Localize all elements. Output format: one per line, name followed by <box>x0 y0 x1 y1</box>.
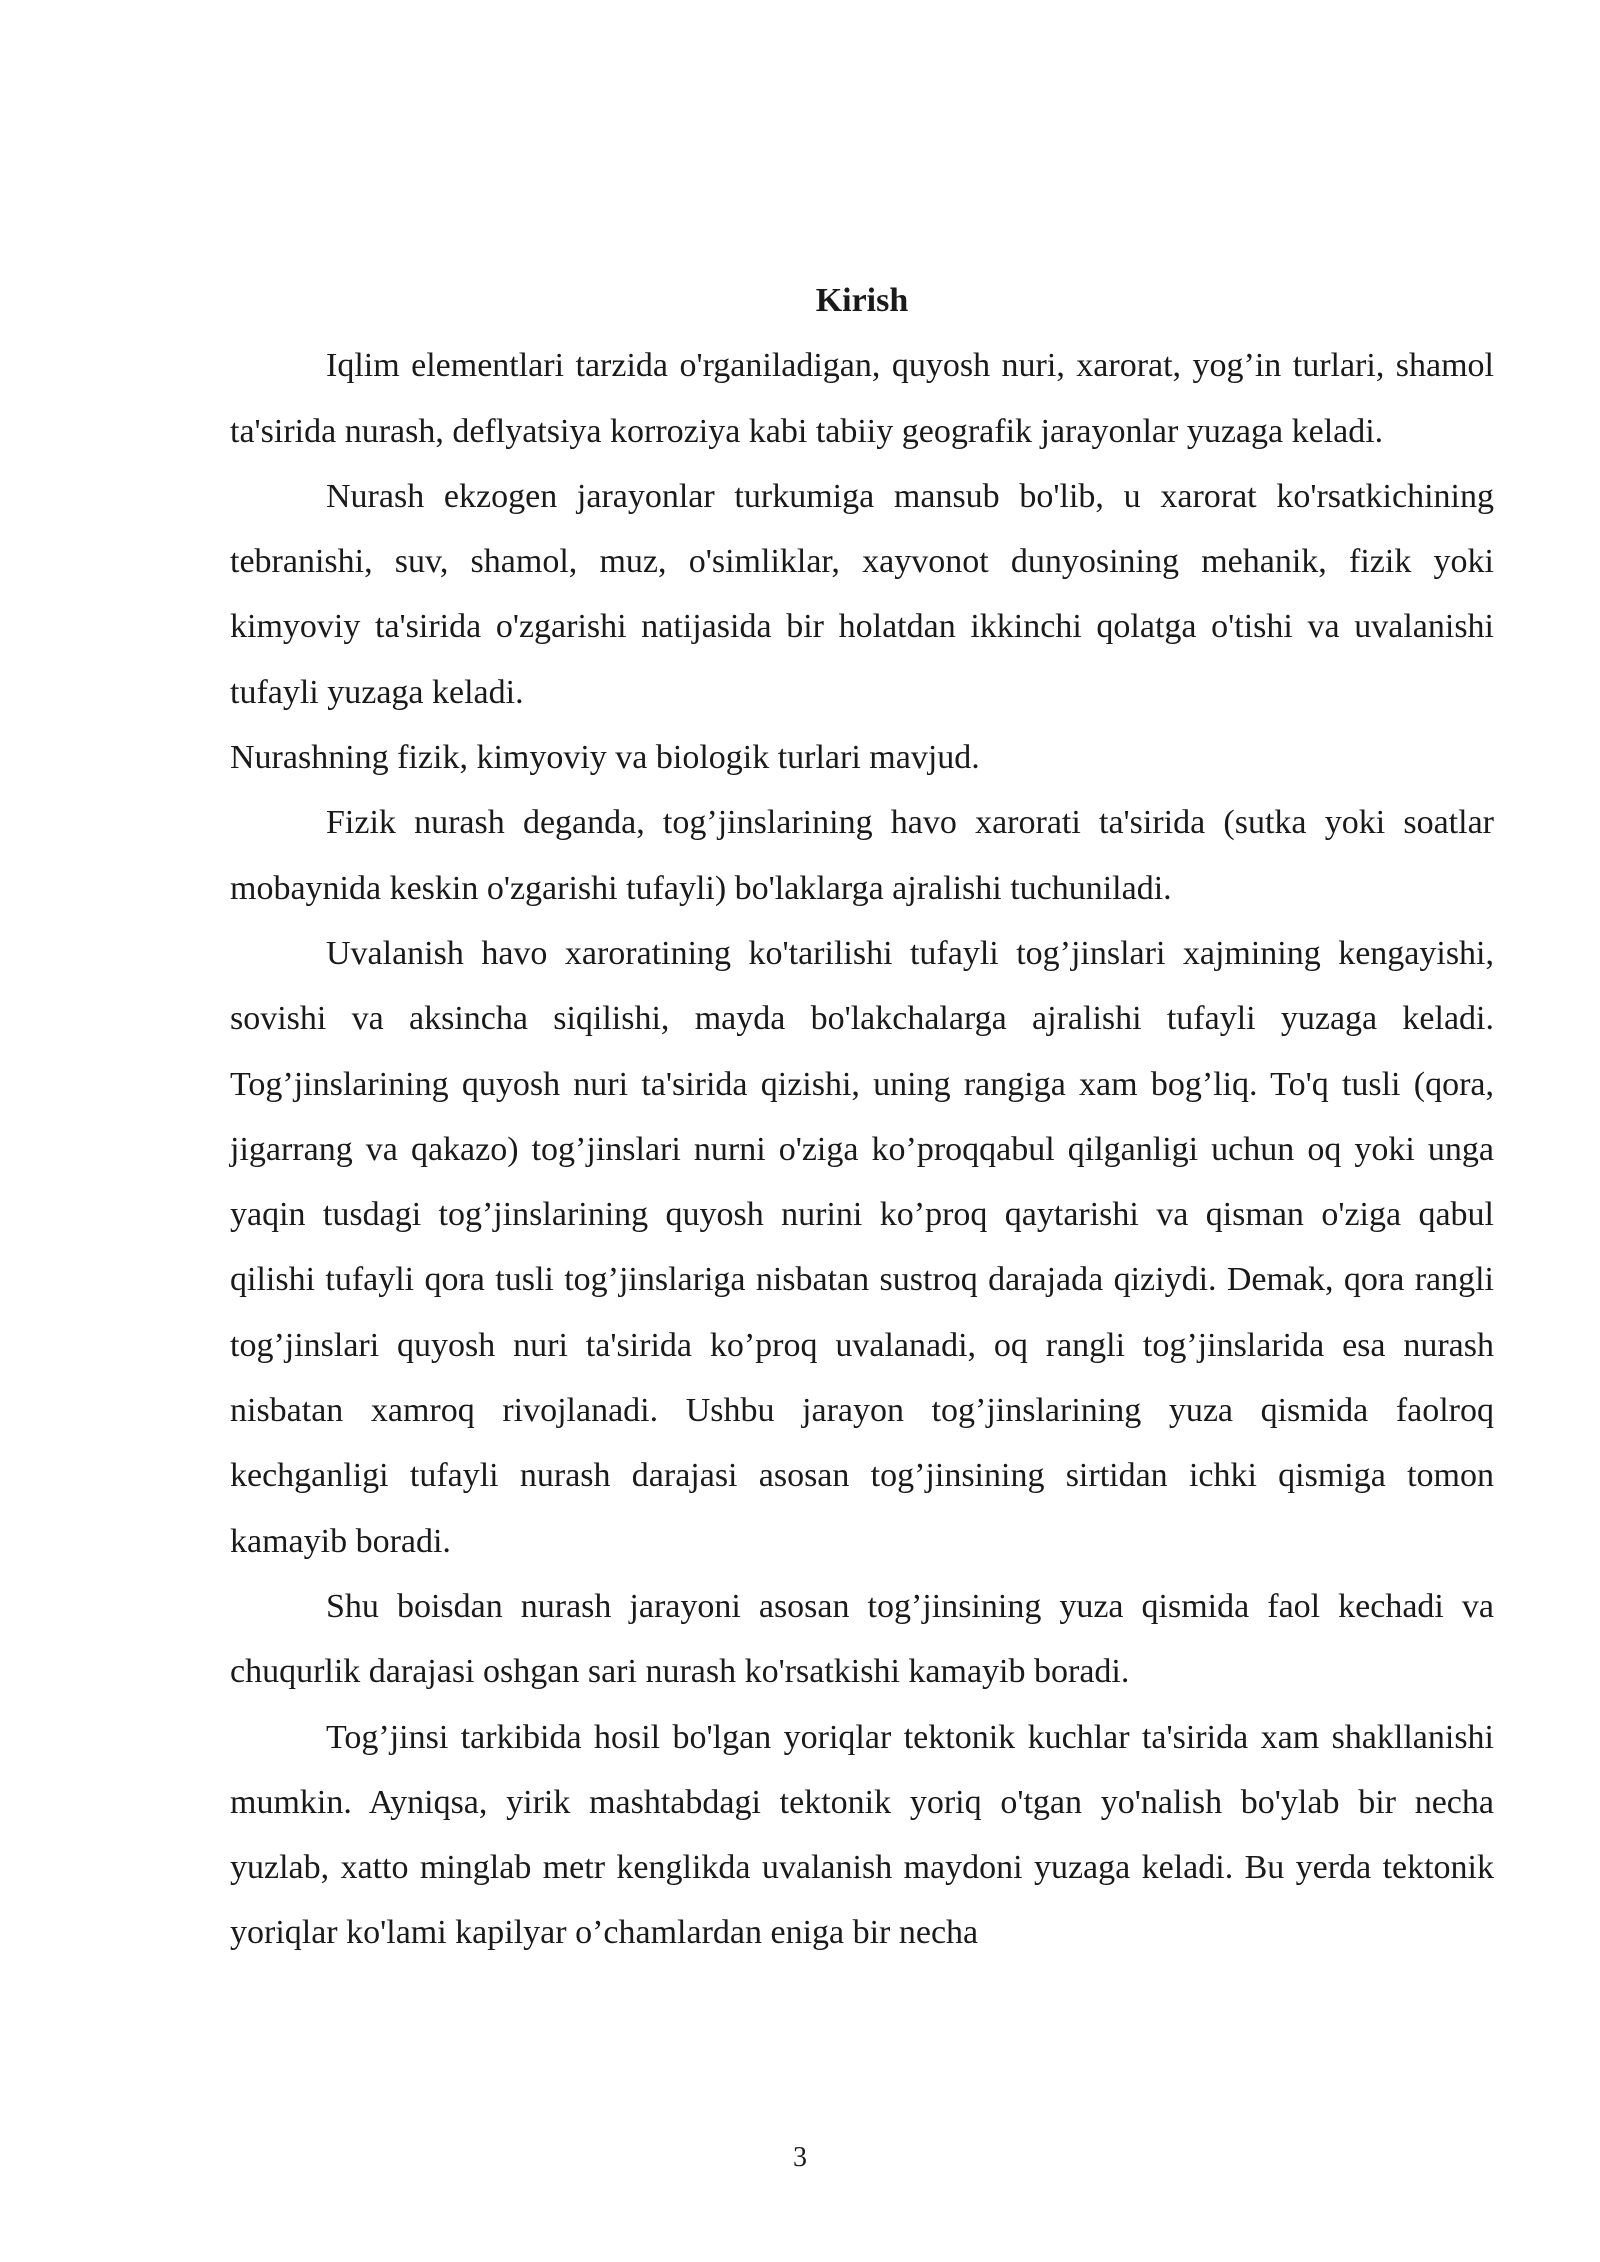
paragraph-4: Fizik nurash deganda, tog’jinslarining havo xarorati ta'sirida (sutka yoki soatlar mobaynida keskin o'zgarishi tufayli) bo'laklarga ajralishi tuchuniladi. <box>230 804 1494 907</box>
paragraph-2: Nurash ekzogen jarayonlar turkumiga mansub bo'lib, u xarorat ko'rsatkichining tebranishi, suv, shamol, muz, o'simliklar, xayvonot dunyosining mehanik, fizik yoki kimyoviy ta'sirida o'zgarishi natijasida bir holatdan ikkinchi qolatga o'tishi va uvalanishi tufayli yuzaga keladi. <box>230 477 1494 711</box>
document-title: Kirish <box>815 282 909 319</box>
paragraph-3: Nurashning fizik, kimyoviy va biologik turlari mavjud. <box>230 739 980 777</box>
paragraph-5: Uvalanish havo xaroratining ko'tarilishi tufayli tog’jinslari xajmining kengayishi, sovishi va aksincha siqilishi, mayda bo'lakchalarga ajralishi tufayli yuzaga keladi. Tog’jinslarining quyosh nuri ta'sirida qizishi, uning rangiga xam bog’liq. To'q tusli (qora, jigarrang va qakazo) tog’jinslari nurni o'ziga ko’proqqabul qilganligi uchun oq yoki unga yaqin tusdagi tog’jinslarining quyosh nurini ko’proq qaytarishi va qisman o'ziga qabul qilishi tufayli qora tusli tog’jinslariga nisbatan sustroq darajada qiziydi. Demak, qora rangli tog’jinslari quyosh nuri ta'sirida ko’proq uvalanadi, oq rangli tog’jinslarida esa nurash nisbatan xamroq rivojlanadi. Ushbu jarayon tog’jinslarining yuza qismida faolroq kechganligi tufayli nurash darajasi asosan tog’jinsining sirtidan ichki qismiga tomon kamayib boradi. <box>230 934 1494 1560</box>
paragraph-7: Tog’jinsi tarkibida hosil bo'lgan yoriqlar tektonik kuchlar ta'sirida xam shakllanishi mumkin. Ayniqsa, yirik mashtabdagi tektonik yoriq o'tgan yo'nalish bo'ylab bir necha yuzlab, xatto minglab metr kenglikda uvalanish maydoni yuzaga keladi. Bu yerda tektonik yoriqlar ko'lami kapilyar o’chamlardan eniga bir necha <box>230 1718 1494 1952</box>
paragraph-1: Iqlim elementlari tarzida o'rganiladigan, quyosh nuri, xarorat, yog’in turlari, shamol ta'sirida nurash, deflyatsiya korroziya kabi tabiiy geografik jarayonlar yuzaga keladi. <box>230 347 1494 450</box>
paragraph-6: Shu boisdan nurash jarayoni asosan tog’jinsining yuza qismida faol kechadi va chuqurlik darajasi oshgan sari nurash ko'rsatkishi kamayib boradi. <box>230 1587 1494 1691</box>
document-body <box>230 268 1494 1966</box>
page-number: 3 <box>793 2142 807 2173</box>
